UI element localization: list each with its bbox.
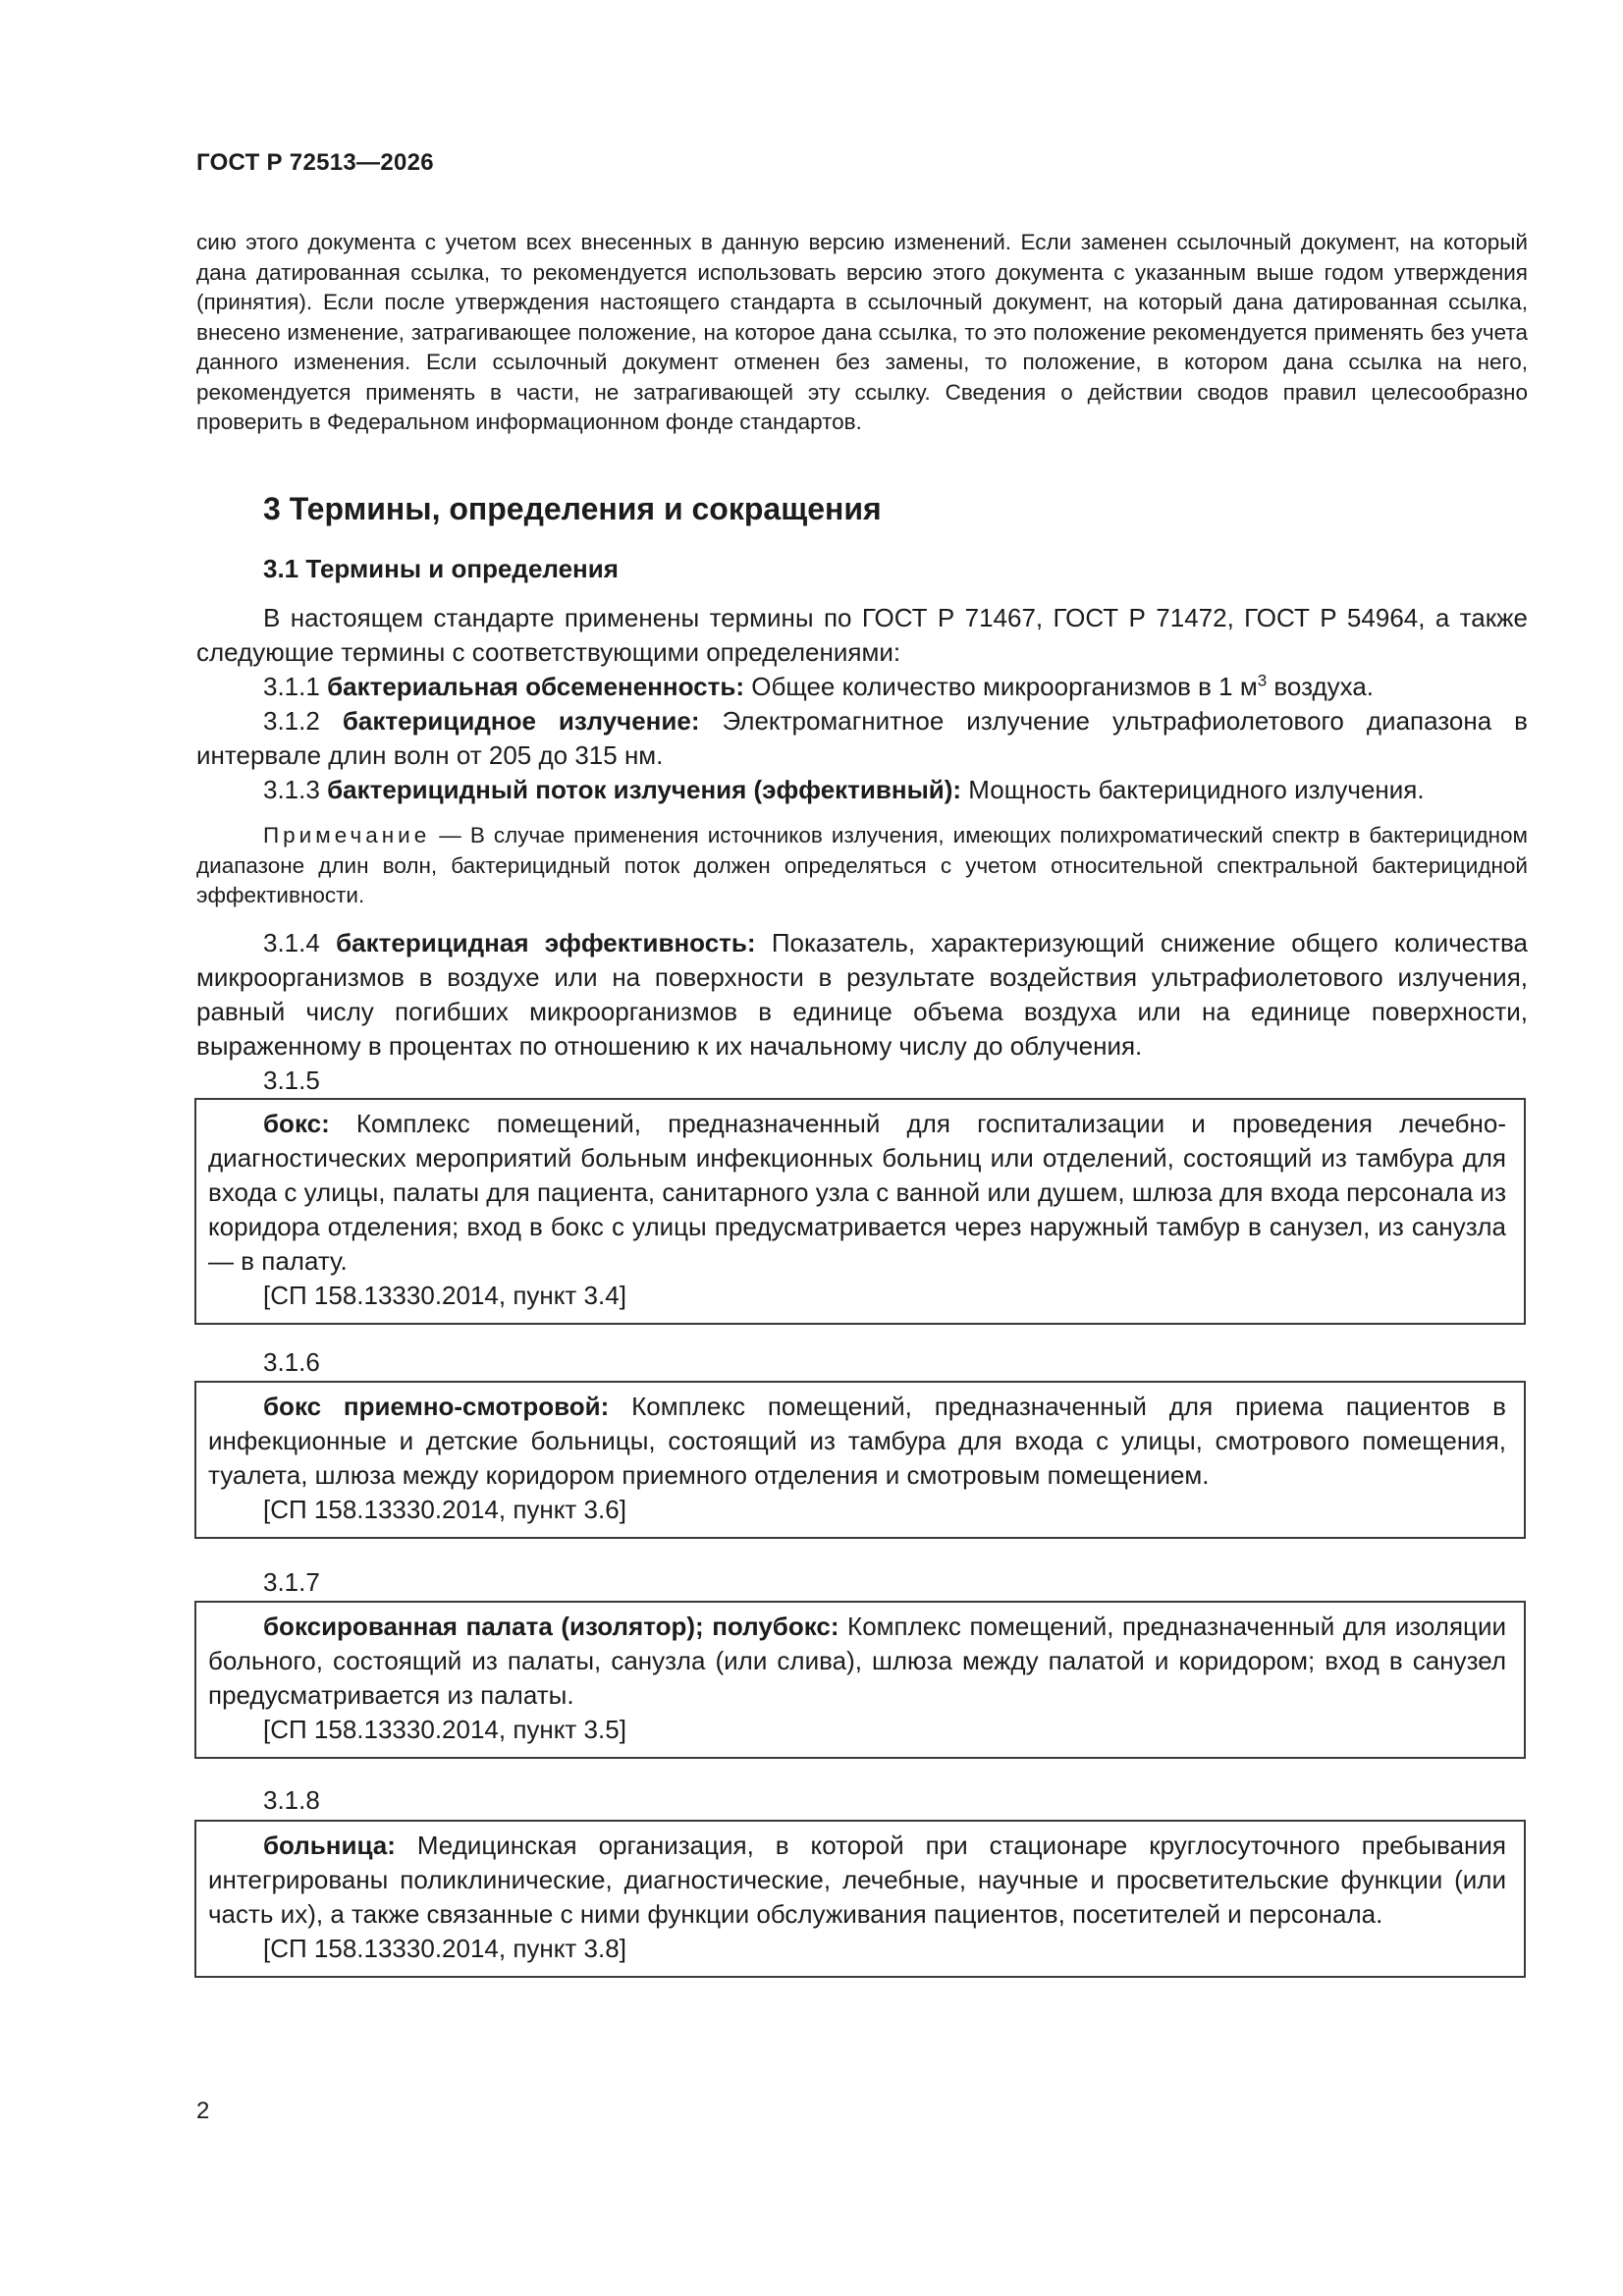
section-title: 3 Термины, определения и сокращения bbox=[263, 491, 882, 526]
term-source: [СП 158.13330.2014, пункт 3.6] bbox=[263, 1495, 626, 1524]
term-number: 3.1.2 bbox=[263, 706, 343, 736]
subsection-title: 3.1 Термины и определения bbox=[263, 554, 619, 583]
term-definition: Мощность бактерицидного излучения. bbox=[961, 775, 1425, 804]
term-number-3-1-5: 3.1.5 bbox=[263, 1066, 320, 1095]
term-definition-text: Медицинская организация, в которой при стационаре круглосуточного пребывания интегрированы поликлинические, диагностические, лечебные, научные и просветительские функции (или часть их), а также связанные с ними функции обслуживания пациентов, посетителей и персонала. bbox=[208, 1831, 1506, 1929]
note-paragraph bbox=[196, 821, 1528, 911]
term-3-1-2 bbox=[196, 704, 1528, 773]
term-number: 3.1.3 bbox=[263, 775, 328, 804]
superscript: 3 bbox=[1257, 671, 1268, 690]
term-definition-text: Комплекс помещений, предназначенный для госпитализации и проведения лечебно-диагностических мероприятий больным инфекционных больниц или отделений, состоящий из тамбура для входа с улицы, палаты для пациента, санитарного узла с ванной или душем, шлюза для входа персонала из коридора отделения; вход в бокс с улицы предусматривается через наружный тамбур в санузел, из санузла — в палату. bbox=[208, 1109, 1506, 1276]
term-definition: Показатель, характеризующий снижение общего количества микроорганизмов в воздухе или на поверхности в результате воздействия ультрафиолетового излучения, равный числу погибших микроорганизмов в единице объема воздуха или на единице поверхности, выраженному в процентах по отношению к их начальному числу до облучения. bbox=[196, 928, 1528, 1061]
term-name: бактерицидное излучение: bbox=[342, 706, 700, 736]
term-name: бокс: bbox=[263, 1109, 330, 1138]
term-definition bbox=[208, 1829, 1506, 1932]
term-3-1-3 bbox=[196, 773, 1528, 807]
term-3-1-4 bbox=[196, 926, 1528, 1064]
term-name: бактерицидный поток излучения (эффективный): bbox=[327, 775, 962, 804]
term-number-3-1-8: 3.1.8 bbox=[263, 1785, 320, 1815]
note-text: — В случае применения источников излучения, имеющих полихроматический спектр в бактерицидном диапазоне длин волн, бактерицидный поток должен определяться с учетом относительной спектральной бактерицидной эффективности. bbox=[196, 823, 1528, 907]
term-definition-text: Комплекс помещений, предназначенный для приема пациентов в инфекционные и детские больницы, состоящий из тамбура для входа с улицы, смотрового помещения, туалета, шлюза между коридором приемного отделения и смотровым помещением. bbox=[208, 1392, 1506, 1490]
term-name: бактериальная обсемененность: bbox=[327, 672, 744, 701]
term-definition bbox=[208, 1610, 1506, 1713]
term-definition-text: Комплекс помещений, предназначенный для изоляции больного, состоящий из палаты, санузла (или слива), шлюза между палатой и коридором; вход в санузел предусматривается из палаты. bbox=[208, 1612, 1506, 1710]
term-name: боксированная палата (изолятор); полубокс: bbox=[263, 1612, 839, 1641]
term-source: [СП 158.13330.2014, пункт 3.5] bbox=[263, 1715, 626, 1744]
term-source: [СП 158.13330.2014, пункт 3.8] bbox=[263, 1934, 626, 1963]
term-number: 3.1.1 bbox=[263, 672, 328, 701]
term-definition: Общее количество микроорганизмов в 1 м bbox=[744, 672, 1258, 701]
term-source: [СП 158.13330.2014, пункт 3.4] bbox=[263, 1281, 626, 1310]
term-definition: Электромагнитное излучение ультрафиолетового диапазона в интервале длин волн от 205 до 315 нм. bbox=[196, 706, 1528, 770]
term-definition bbox=[208, 1390, 1506, 1493]
term-definition bbox=[208, 1107, 1506, 1279]
term-definition-end: воздуха. bbox=[1267, 672, 1375, 701]
term-name: больница: bbox=[263, 1831, 396, 1860]
term-number-3-1-7: 3.1.7 bbox=[263, 1567, 320, 1597]
lead-paragraph: В настоящем стандарте применены термины по ГОСТ Р 71467, ГОСТ Р 71472, ГОСТ Р 54964, а также следующие термины с соответствующими определениями: bbox=[196, 603, 1528, 667]
term-number-3-1-6: 3.1.6 bbox=[263, 1347, 320, 1377]
term-number: 3.1.4 bbox=[263, 928, 337, 957]
term-box-3-1-5 bbox=[194, 1098, 1526, 1325]
term-box-3-1-8 bbox=[194, 1820, 1526, 1978]
term-name: бактерицидная эффективность: bbox=[336, 928, 756, 957]
intro-paragraph: сию этого документа с учетом всех внесенных в данную версию изменений. Если заменен ссылочный документ, на который дана датированная ссылка, то рекомендуется использовать версию этого документа с указанным выше годом утверждения (принятия). Если после утверждения настоящего стандарта в ссылочный документ, на который дана датированная ссылка, внесено изменение, затрагивающее положение, на которое дана ссылка, то это положение рекомендуется применять без учета данного изменения. Если ссылочный документ отменен без замены, то положение, в котором дана ссылка на него, рекомендуется применять в части, не затрагивающей эту ссылку. Сведения о действии сводов правил целесообразно проверить в Федеральном информационном фонде стандартов. bbox=[196, 230, 1528, 434]
note-label: Примечание bbox=[263, 823, 431, 847]
term-3-1-1 bbox=[196, 670, 1528, 704]
term-name: бокс приемно-смотровой: bbox=[263, 1392, 610, 1421]
document-code-header: ГОСТ Р 72513—2026 bbox=[196, 149, 434, 176]
term-box-3-1-7 bbox=[194, 1601, 1526, 1759]
page-number: 2 bbox=[196, 2098, 210, 2124]
term-box-3-1-6 bbox=[194, 1381, 1526, 1539]
